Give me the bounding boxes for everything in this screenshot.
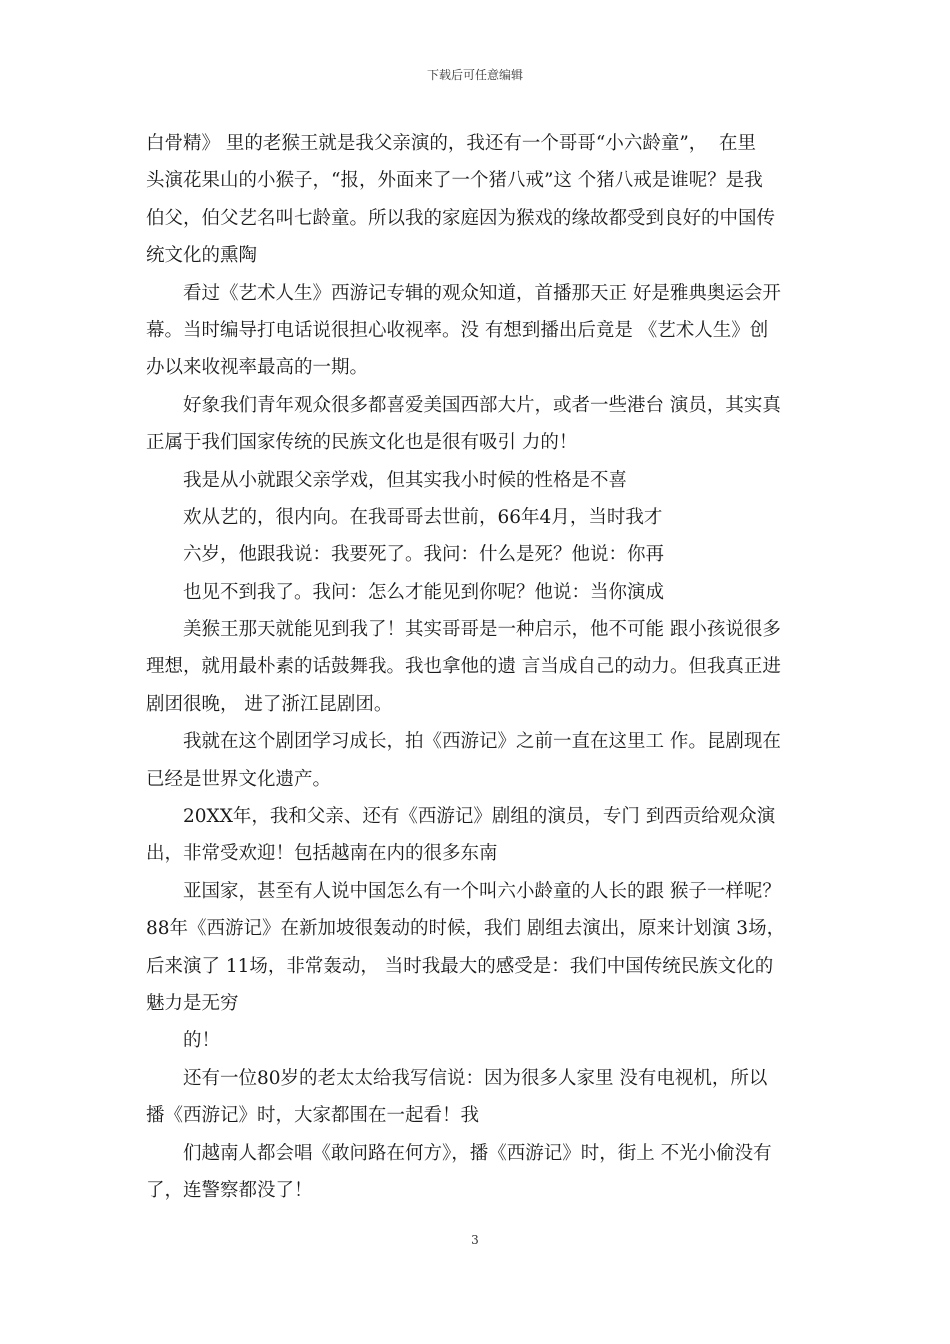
text-line: 幕。当时编导打电话说很担心收视率。没 有想到播出后竟是 《艺术人生》创 [146,319,769,341]
text-line: 们越南人都会唱《敢问路在何方》，播《西游记》时，街上 不光小偷没有 [183,1142,772,1164]
text-line: 看过《艺术人生》西游记专辑的观众知道，首播那天正 好是雅典奥运会开 [183,282,781,304]
page-header: 下载后可任意编辑 [426,68,523,82]
text-line: 播《西游记》时，大家都围在一起看！我 [146,1105,480,1127]
text-line: 头演花果山的小猴子，“报，外面来了一个猪八戒”这 个猪八戒是谁呢？是我 [146,170,763,192]
text-line: 亚国家，甚至有人说中国怎么有一个叫六小龄童的人长的跟 猴子一样呢？ [183,880,781,902]
text-line: 正属于我们国家传统的民族文化也是很有吸引 力的！ [146,432,578,454]
text-line: 后来演了 11场，非常轰动， 当时我最大的感受是：我们中国传统民族文化的 [146,955,774,977]
text-line: 剧团很晚， 进了浙江昆剧团。 [146,693,393,715]
document-body [146,125,812,1209]
text-line: 也见不到我了。我问：怎么才能见到你呢？他说：当你演成 [183,581,665,603]
text-line: 还有一位80岁的老太太给我写信说：因为很多人家里 没有电视机，所以 [183,1067,768,1089]
text-line: 20XX年，我和父亲、还有《西游记》剧组的演员，专门 到西贡给观众演 [183,806,776,828]
text-line: 的！ [183,1030,221,1052]
text-line: 六岁，他跟我说：我要死了。我问：什么是死？他说：你再 [183,544,665,566]
text-line: 好象我们青年观众很多都喜爱美国西部大片，或者一些港台 演员，其实真 [183,394,781,416]
page-number: 3 [471,1233,479,1247]
text-line: 出，非常受欢迎！包括越南在内的很多东南 [146,843,498,865]
text-line: 办以来收视率最高的一期。 [146,357,369,379]
text-line: 了，连警察都没了！ [146,1179,313,1201]
text-line: 美猴王那天就能见到我了！其实哥哥是一种启示，他不可能 跟小孩说很多 [183,619,781,641]
text-line: 欢从艺的，很内向。在我哥哥去世前，66年4月，当时我才 [183,506,663,528]
text-line: 魅力是无穷 [146,992,239,1014]
text-line: 白骨精》 里的老猴王就是我父亲演的，我还有一个哥哥“小六龄童”， 在里 [146,133,757,154]
text-line: 理想，就用最朴素的话鼓舞我。我也拿他的遗 言当成自己的动力。但我真正进 [146,656,781,678]
text-line: 我是从小就跟父亲学戏，但其实我小时候的性格是不喜 [183,469,628,491]
text-line: 统文化的熏陶 [146,245,258,267]
text-line: 我就在这个剧团学习成长，拍《西游记》之前一直在这里工 作。昆剧现在 [183,731,781,753]
text-line: 88年《西游记》在新加坡很轰动的时候，我们 剧组去演出，原来计划演 3场， [146,918,786,940]
text-line: 伯父，伯父艺名叫七龄童。所以我的家庭因为猴戏的缘故都受到良好的中国传 [146,207,776,229]
text-line: 已经是世界文化遗产。 [146,768,332,790]
